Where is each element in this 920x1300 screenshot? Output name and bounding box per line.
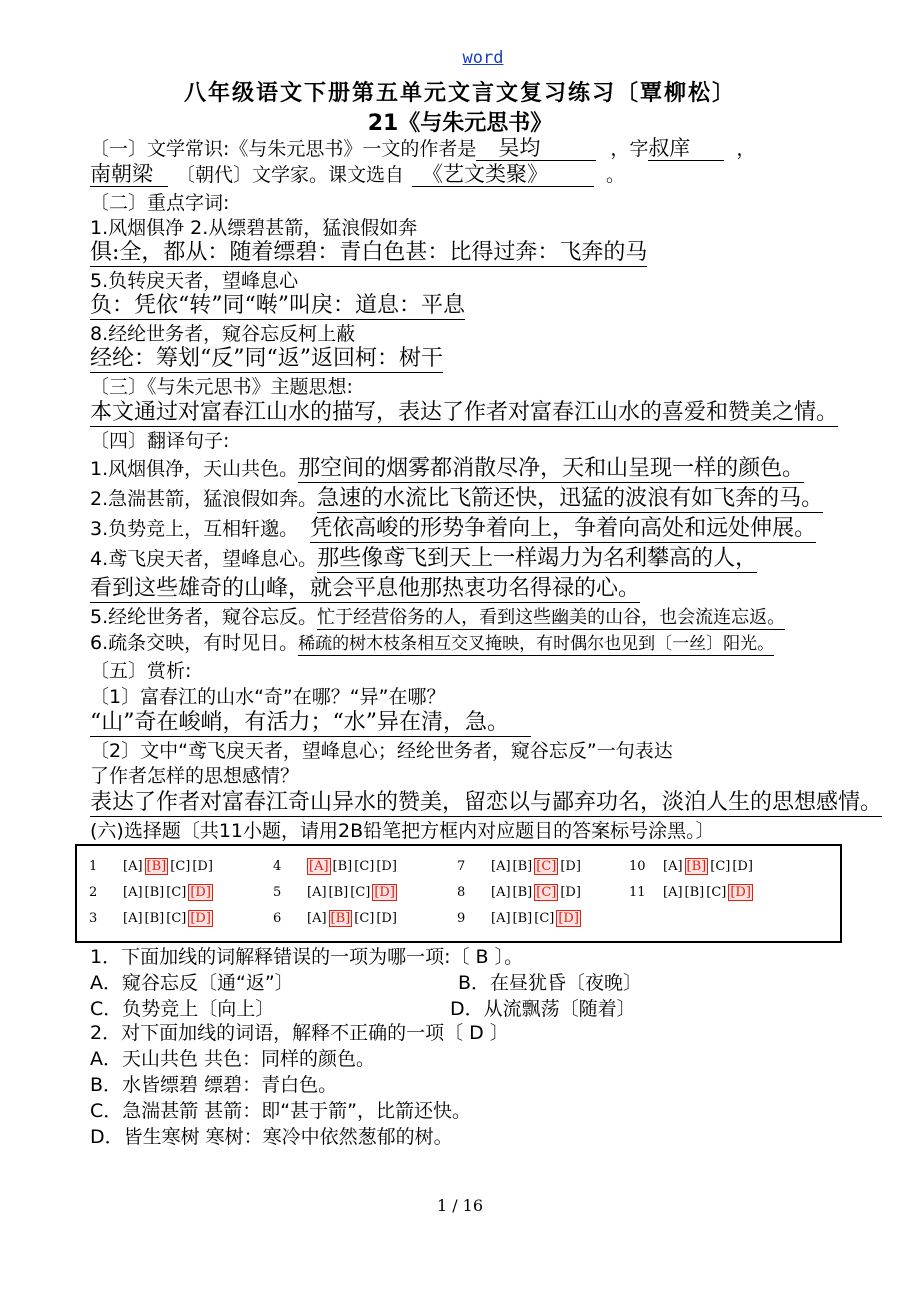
answer-item-7 (457, 858, 583, 875)
key-words-line-1: 1.风烟俱净 2.从缥碧甚箭，猛浪假如奔 (90, 217, 418, 239)
answer-item-1 (89, 858, 215, 875)
answer-number: 7 (457, 859, 466, 874)
translation: 急速的水流比飞箭还快，迅猛的波浪有如飞奔的马。 (317, 486, 824, 511)
answer-item-6 (273, 910, 399, 927)
translation: 忙于经营俗务的人，看到这些幽美的山谷，也会流连忘返。 (317, 607, 786, 628)
question-2: 2．对下面加线的词语，解释不正确的一项〔 D 〕 (90, 1022, 509, 1044)
key-words-answer-2 (90, 293, 465, 319)
answer-bubble-9-b[interactable]: [B] (512, 911, 533, 926)
translate-item (90, 630, 774, 657)
appreciation-question-2: 〔2〕文中“鸢飞戾天者，望峰息心；经纶世务者，窥谷忘反”一句表达 (90, 740, 673, 762)
translation: 那空间的烟雾都消散尽净，天和山呈现一样的颜色。 (298, 456, 805, 481)
page-title: 八年级语文下册第五单元文言文复习练习〔覃柳松〕 (183, 81, 736, 106)
answer-text: 俱:全，都从：随着缥碧：青白色甚：比得过奔：飞奔的马 (90, 240, 648, 265)
answer-number: 2 (89, 885, 98, 900)
key-words-heading: 〔二〕重点字词: (90, 192, 230, 214)
answer-bubble-6-c[interactable]: [C] (354, 911, 375, 926)
answer-bubble-8-a[interactable]: [A] (491, 885, 511, 900)
answer-number: 3 (89, 911, 98, 926)
appreciation-answer-1 (90, 710, 531, 736)
answer-bubble-5-c[interactable]: [C] (350, 885, 371, 900)
comma: ， (736, 138, 756, 160)
answer-bubble-5-d[interactable]: [D] (374, 885, 395, 900)
appreciation-question-2-cont: 了作者怎样的思想感情？ (90, 765, 300, 787)
sentence: 5.经纶世务者，窥谷忘反。 (90, 606, 318, 628)
answer-item-3 (89, 910, 215, 927)
answer-bubble-3-a[interactable]: [A] (123, 911, 143, 926)
multiple-choice-heading: (六)选择题〔共11小题，请用2B铅笔把方框内对应题目的答案标号涂黑。〕 (90, 820, 715, 842)
answer-number: 10 (629, 859, 646, 874)
translate-item (90, 516, 816, 542)
answer-item-11 (629, 884, 755, 901)
sentence: 2.急湍甚箭，猛浪假如奔。 (90, 488, 318, 510)
question-2-option-a[interactable]: A．天山共色 共色：同样的颜色。 (90, 1048, 376, 1070)
answer-bubble-11-c[interactable]: [C] (706, 885, 727, 900)
answer-bubble-10-a[interactable]: [A] (663, 859, 683, 874)
answer-bubble-2-a[interactable]: [A] (123, 885, 143, 900)
zi-label: ，字 (610, 138, 649, 160)
answer-bubble-4-b[interactable]: [B] (332, 859, 353, 874)
answer-number: 6 (273, 911, 282, 926)
answer-bubble-1-b[interactable]: [B] (146, 859, 167, 874)
answer-bubble-7-d[interactable]: [D] (560, 859, 581, 874)
key-words-answer-1 (90, 240, 647, 266)
answer-bubble-7-a[interactable]: [A] (491, 859, 511, 874)
answer-item-8 (457, 884, 583, 901)
answer-item-4 (273, 858, 399, 875)
answer-number: 1 (89, 859, 98, 874)
theme-heading: 〔三〕《与朱元思书》主题思想: (90, 376, 353, 398)
literary-knowledge-line-2 (90, 162, 625, 188)
translate-item (90, 456, 804, 482)
translate-item (90, 486, 823, 512)
appreciation-heading: 〔五〕赏析: (90, 660, 192, 682)
zi-answer: 叔庠 (648, 136, 724, 161)
answer-bubble-8-b[interactable]: [B] (512, 885, 533, 900)
answer-bubble-5-b[interactable]: [B] (328, 885, 349, 900)
translate-item (90, 546, 757, 572)
sentence: 1.风烟俱净，天山共色。 (90, 458, 299, 480)
source-answer: 《艺文类聚》 (412, 162, 594, 187)
key-words-line-3: 8.经纶世务者，窥谷忘反柯上蔽 (90, 323, 356, 345)
question-1-option-c[interactable]: C．负势竞上〔向上〕 (90, 998, 275, 1020)
page-number: 1 / 16 (436, 1196, 484, 1215)
translate-item (90, 576, 640, 602)
translation: 那些像鸢飞到天上一样竭力为名利攀高的人， (317, 546, 758, 571)
theme-answer (90, 400, 838, 426)
key-words-answer-3 (90, 346, 443, 372)
answer-number: 11 (629, 885, 646, 900)
answer-item-9 (457, 910, 583, 927)
author-answer: 吴均 (476, 136, 596, 161)
answer-bubble-7-c[interactable]: [C] (536, 859, 557, 874)
answer-number: 8 (457, 885, 466, 900)
answer-bubble-8-c[interactable]: [C] (536, 885, 557, 900)
question-1-option-a[interactable]: A．窥谷忘反〔通“返”〕 (90, 972, 294, 994)
answer-bubble-3-d[interactable]: [D] (190, 911, 211, 926)
answer-item-10 (629, 858, 755, 875)
question-1-option-d[interactable]: D．从流飘荡〔随着〕 (450, 998, 636, 1020)
answer-bubble-9-c[interactable]: [C] (534, 911, 555, 926)
answer-text: 经纶：筹划“反”同“返”返回柯：树干 (90, 346, 443, 371)
answer-bubble-7-b[interactable]: [B] (512, 859, 533, 874)
answer-bubble-1-a[interactable]: [A] (123, 859, 143, 874)
answer-bubble-1-c[interactable]: [C] (170, 859, 191, 874)
question-1-option-b[interactable]: B．在昼犹昏〔夜晚〕 (458, 972, 643, 994)
answer-bubble-2-c[interactable]: [C] (166, 885, 187, 900)
answer-bubble-10-b[interactable]: [B] (686, 859, 707, 874)
answer-number: 4 (273, 859, 282, 874)
answer-bubble-3-b[interactable]: [B] (144, 911, 165, 926)
answer-bubble-4-c[interactable]: [C] (354, 859, 375, 874)
answer-bubble-10-c[interactable]: [C] (710, 859, 731, 874)
answer-bubble-2-b[interactable]: [B] (144, 885, 165, 900)
answer-text: “山”奇在峻峭，有活力；“水”异在清，急。 (90, 710, 531, 737)
lesson-title: 21《与朱元思书》 (367, 111, 553, 136)
dynasty-answer: 南朝梁 (90, 162, 168, 187)
translation: 凭依高峻的形势争着向上，争着向高处和远处伸展。 (310, 516, 817, 541)
answer-bubble-1-d[interactable]: [D] (192, 859, 213, 874)
answer-bubble-4-d[interactable]: [D] (376, 859, 397, 874)
sentence: 4.鸢飞戾天者，望峰息心。 (90, 548, 318, 570)
appreciation-answer-2 (90, 790, 882, 816)
answer-number: 5 (273, 885, 282, 900)
translation: 稀疏的树木枝条相互交叉掩映，有时偶尔也见到〔一丝〕阳光。 (298, 634, 775, 654)
header-link[interactable]: word (462, 48, 504, 68)
sentence: 3.负势竞上，互相轩邈。 (90, 518, 299, 540)
translate-heading: 〔四〕翻译句子: (90, 430, 230, 452)
period: 。 (606, 164, 626, 186)
answer-bubble-6-a[interactable]: [A] (307, 911, 327, 926)
answer-item-5 (273, 884, 399, 901)
dynasty-label: 〔朝代〕文学家。课文选自 (176, 164, 405, 186)
sentence: 6.疏条交映，有时见日。 (90, 632, 299, 654)
answer-text: 负：凭依“转”同“啭”叫戾：道息：平息 (90, 293, 465, 318)
question-1: 1．下面加线的词解释错误的一项为哪一项:〔 B 〕。 (90, 946, 524, 968)
key-words-line-2: 5.负转戾天者，望峰息心 (90, 270, 299, 292)
answer-bubble-10-d[interactable]: [D] (732, 859, 753, 874)
answer-bubble-3-c[interactable]: [C] (166, 911, 187, 926)
answer-bubble-8-d[interactable]: [D] (560, 885, 581, 900)
appreciation-question-1: 〔1〕富春江的山水“奇”在哪？“异”在哪？ (90, 686, 446, 708)
question-2-option-c[interactable]: C．急湍甚箭 甚箭：即“甚于箭”，比箭还快。 (90, 1100, 471, 1122)
answer-bubble-9-a[interactable]: [A] (491, 911, 511, 926)
answer-bubble-9-d[interactable]: [D] (558, 911, 579, 926)
answer-bubble-2-d[interactable]: [D] (190, 885, 211, 900)
question-2-option-b[interactable]: B．水皆缥碧 缥碧：青白色。 (90, 1074, 338, 1096)
answer-number: 9 (457, 911, 466, 926)
literary-knowledge-line-1 (90, 136, 755, 162)
literary-knowledge-label: 〔一〕文学常识:《与朱元思书》一文的作者是 (90, 138, 477, 160)
answer-bubble-4-a[interactable]: [A] (309, 859, 329, 874)
answer-bubble-11-d[interactable]: [D] (730, 885, 751, 900)
question-2-option-d[interactable]: D．皆生寒树 寒树：寒冷中依然葱郁的树。 (90, 1126, 453, 1148)
answer-bubble-6-d[interactable]: [D] (376, 911, 397, 926)
answer-bubble-6-b[interactable]: [B] (330, 911, 351, 926)
answer-bubble-11-b[interactable]: [B] (684, 885, 705, 900)
translate-item (90, 604, 785, 631)
answer-bubble-11-a[interactable]: [A] (663, 885, 683, 900)
translation: 看到这些雄奇的山峰，就会平息他那热衷功名得禄的心。 (90, 576, 641, 601)
answer-sheet (75, 844, 842, 943)
answer-text: 表达了作者对富春江奇山异水的赞美，留恋以与鄙弃功名，淡泊人生的思想感情。 (90, 790, 883, 815)
answer-item-2 (89, 884, 215, 901)
answer-text: 本文通过对富春江山水的描写，表达了作者对富春江山水的喜爱和赞美之情。 (90, 400, 839, 425)
answer-bubble-5-a[interactable]: [A] (307, 885, 327, 900)
